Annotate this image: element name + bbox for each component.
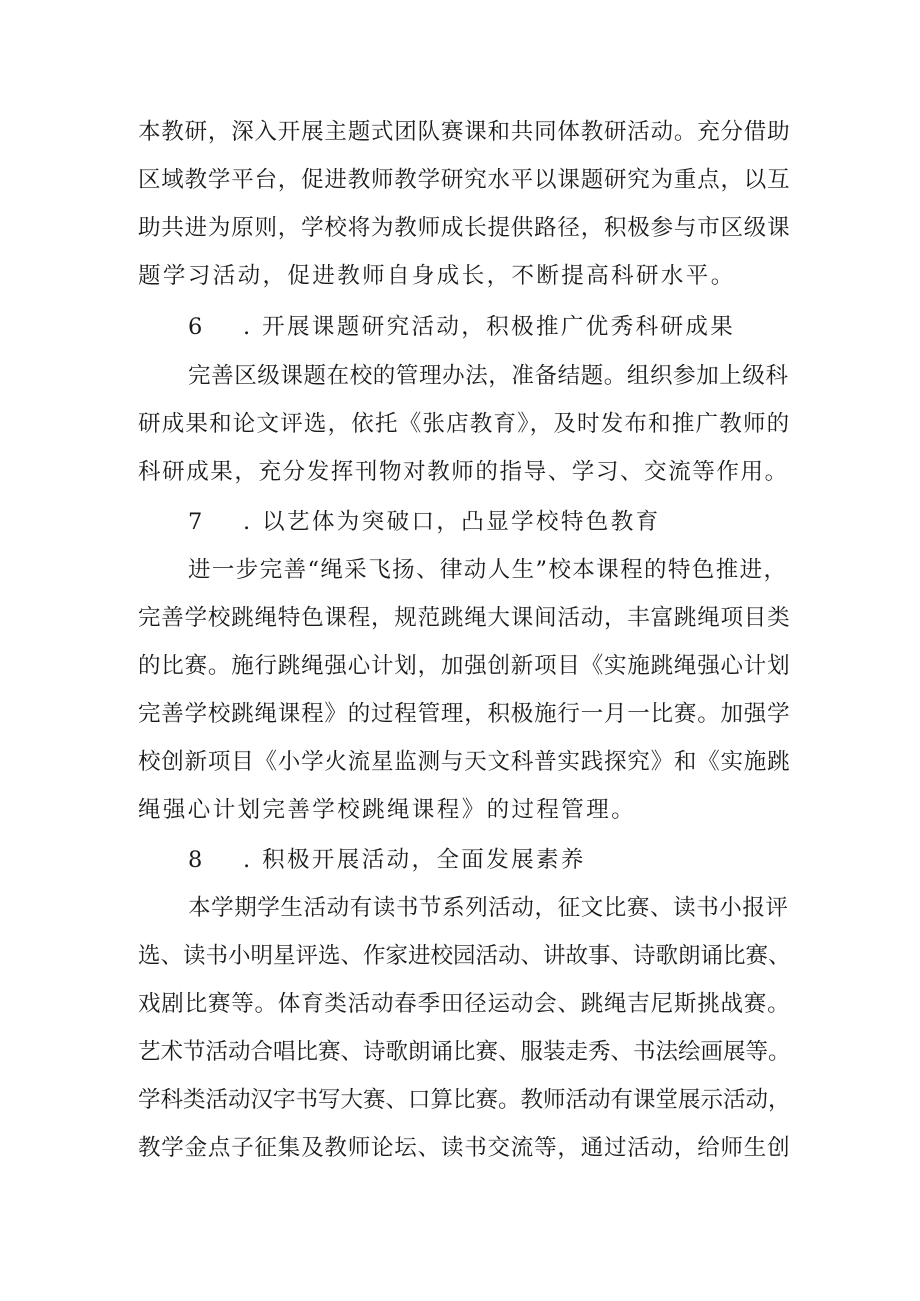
paragraph-line: 研成果和论文评选，依托《张店教育》，及时发布和推广教师的 (138, 411, 791, 437)
paragraph-line: 区域教学平台，促进教师教学研究水平以课题研究为重点，以互 (138, 167, 791, 193)
section-number: 7 (188, 509, 203, 535)
paragraph-line: 科研成果，充分发挥刊物对教师的指导、学习、交流等作用。 (138, 459, 789, 485)
paragraph-line: 进一步完善“绳采飞扬、律动人生”校本课程的特色推进， (188, 557, 788, 583)
paragraph-line: 选、读书小明星评选、作家进校园活动、讲故事、诗歌朗诵比赛、 (138, 943, 791, 969)
paragraph-line: 本教研，深入开展主题式团队赛课和共同体教研活动。充分借助 (138, 119, 791, 145)
paragraph-line: 本学期学生活动有读书节系列活动，征文比赛、读书小报评 (188, 895, 789, 921)
paragraph-line: 校创新项目《小学火流星监测与天文科普实践探究》和《实施跳 (138, 749, 791, 775)
paragraph-line: 完善区级课题在校的管理办法，准备结题。组织参加上级科 (188, 363, 789, 389)
section-number: 6 (188, 314, 203, 340)
paragraph-line: 的比赛。施行跳绳强心计划，加强创新项目《实施跳绳强心计划 (138, 653, 791, 679)
paragraph-line: 学科类活动汉字书写大赛、口算比赛。教师活动有课堂展示活动， (138, 1087, 791, 1113)
section-heading: . 开展课题研究活动，积极推广优秀科研成果 (243, 314, 736, 340)
paragraph-line: 教学金点子征集及教师论坛、读书交流等，通过活动，给师生创 (138, 1135, 791, 1161)
paragraph-line: 完善学校跳绳特色课程，规范跳绳大课间活动，丰富跳绳项目类 (138, 605, 791, 631)
paragraph-line: 助共进为原则，学校将为教师成长提供路径，积极参与市区级课 (138, 215, 791, 241)
section-heading: . 积极开展活动，全面发展素养 (243, 847, 586, 873)
paragraph-line: 艺术节活动合唱比赛、诗歌朗诵比赛、服装走秀、书法绘画展等。 (138, 1039, 791, 1065)
paragraph-line: 绳强心计划完善学校跳绳课程》的过程管理。 (138, 797, 637, 823)
paragraph-line: 戏剧比赛等。体育类活动春季田径运动会、跳绳吉尼斯挑战赛。 (138, 991, 791, 1017)
paragraph-line: 完善学校跳绳课程》的过程管理，积极施行一月一比赛。加强学 (138, 701, 791, 727)
section-heading: . 以艺体为突破口，凸显学校特色教育 (243, 509, 661, 535)
section-number: 8 (188, 847, 203, 873)
paragraph-line: 题学习活动，促进教师自身成长，不断提高科研水平。 (138, 263, 736, 289)
